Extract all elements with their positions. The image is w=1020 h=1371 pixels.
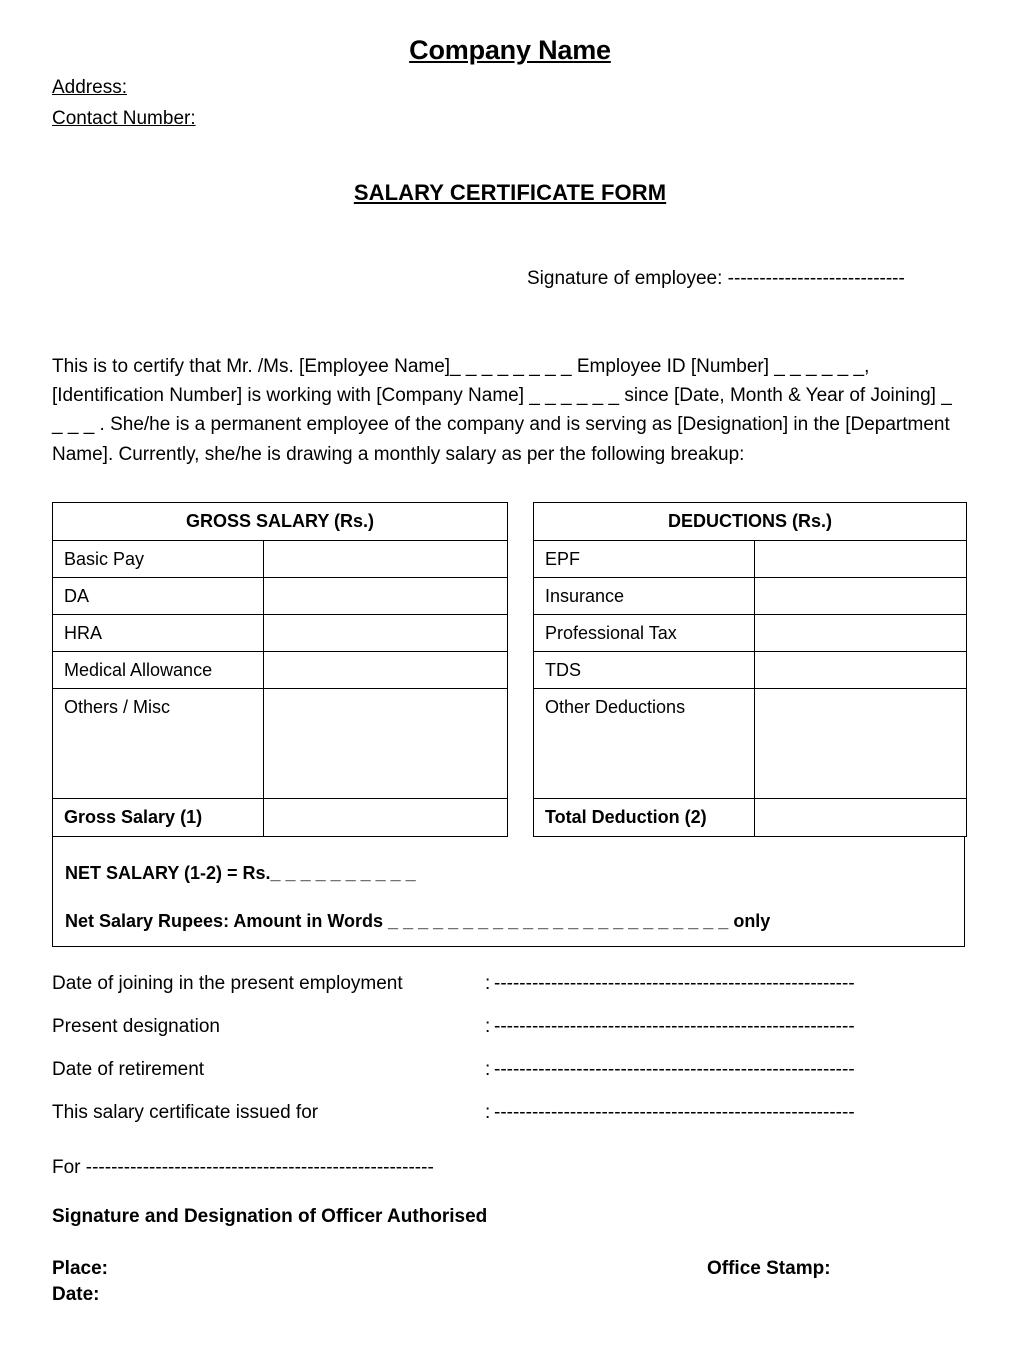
gross-row-value[interactable] <box>264 615 508 652</box>
address-label: Address: <box>52 77 127 99</box>
list-item <box>52 1102 1020 1125</box>
deduction-row-value[interactable] <box>755 578 967 615</box>
contact-number-label: Contact Number: <box>52 107 196 129</box>
company-name-text: Company Name <box>409 35 611 65</box>
gross-row-label: Basic Pay <box>53 541 264 578</box>
company-name-title <box>0 0 1020 66</box>
list-item <box>52 1016 1020 1039</box>
gross-salary-total-row <box>53 799 508 837</box>
list-item <box>52 973 1020 996</box>
authorised-officer-line: Signature and Designation of Officer Authorised <box>52 1205 488 1227</box>
deduction-row-label: Professional Tax <box>534 615 755 652</box>
table-row <box>53 652 508 689</box>
net-salary-box <box>52 837 965 947</box>
certification-paragraph: This is to certify that Mr. /Ms. [Employee Name]_ _ _ _ _ _ _ _ Employee ID [Number] _ _ _ _ _ _, [Identification Number] is working with [Company Name] _ _ _ _ _ _ since [Date, Month & Year of Joining] _ _ _ _ . She/he is a permanent employee of the company and is serving as [Designation] in the [Department Name]. Currently, she/he is drawing a monthly salary as per the following breakup: <box>52 355 952 465</box>
salary-breakup-tables <box>0 502 965 837</box>
list-item <box>52 1059 1020 1082</box>
gross-row-value[interactable] <box>264 652 508 689</box>
gross-row-value[interactable] <box>264 578 508 615</box>
gross-row-label: Medical Allowance <box>53 652 264 689</box>
address-line <box>52 73 1020 104</box>
deduction-row-value[interactable] <box>755 652 967 689</box>
detail-label: Present designation <box>52 1016 220 1038</box>
table-row <box>534 689 967 799</box>
gross-row-label: Others / Misc <box>53 689 264 799</box>
table-row <box>53 541 508 578</box>
table-row <box>53 689 508 799</box>
detail-blank-line[interactable]: --------------------------------------------------------- <box>494 973 855 995</box>
gross-salary-table <box>52 502 508 837</box>
gross-row-label: DA <box>53 578 264 615</box>
table-row <box>534 541 967 578</box>
table-row <box>53 578 508 615</box>
table-header-row <box>534 503 967 541</box>
place-label: Place: <box>52 1257 108 1279</box>
gross-salary-header: GROSS SALARY (Rs.) <box>53 503 508 541</box>
detail-blank-line[interactable]: --------------------------------------------------------- <box>494 1101 855 1123</box>
table-row <box>534 652 967 689</box>
detail-colon: : <box>485 1058 491 1080</box>
table-header-row <box>53 503 508 541</box>
total-deduction-value[interactable] <box>755 799 967 837</box>
detail-colon: : <box>485 1016 491 1038</box>
total-deduction-label: Total Deduction (2) <box>534 799 755 837</box>
office-stamp-label: Office Stamp: <box>707 1257 831 1279</box>
signature-of-employee-line: Signature of employee: ---------------------------- <box>527 267 905 289</box>
table-row <box>534 578 967 615</box>
deductions-header: DEDUCTIONS (Rs.) <box>534 503 967 541</box>
deduction-row-label: EPF <box>534 541 755 578</box>
place-stamp-row <box>52 1258 1020 1280</box>
gross-salary-total-label: Gross Salary (1) <box>53 799 264 837</box>
detail-colon: : <box>485 973 491 995</box>
contact-line <box>52 104 1020 135</box>
gross-row-value[interactable] <box>264 541 508 578</box>
deductions-table <box>533 502 967 837</box>
net-salary-words-line: Net Salary Rupees: Amount in Words _ _ _ _ _ _ _ _ _ _ _ _ _ _ _ _ _ _ _ _ _ _ _ only <box>65 911 771 932</box>
deduction-row-label: TDS <box>534 652 755 689</box>
net-salary-amount-line: NET SALARY (1-2) = Rs._ _ _ _ _ _ _ _ _ _ <box>65 863 416 884</box>
total-deduction-row <box>534 799 967 837</box>
gross-salary-total-value[interactable] <box>264 799 508 837</box>
detail-colon: : <box>485 1101 491 1123</box>
organisation-contact-block <box>52 73 1020 135</box>
detail-blank-line[interactable]: --------------------------------------------------------- <box>494 1016 855 1038</box>
deduction-row-value[interactable] <box>755 689 967 799</box>
deduction-row-value[interactable] <box>755 615 967 652</box>
detail-label: This salary certificate issued for <box>52 1101 319 1123</box>
employment-details-list <box>52 973 1020 1124</box>
gross-row-label: HRA <box>53 615 264 652</box>
table-row <box>534 615 967 652</box>
date-label: Date: <box>52 1283 100 1305</box>
detail-label: Date of retirement <box>52 1058 205 1080</box>
gross-row-value[interactable] <box>264 689 508 799</box>
form-title-text: SALARY CERTIFICATE FORM <box>353 179 667 205</box>
table-row <box>53 615 508 652</box>
for-line[interactable]: For ------------------------------------------------------- <box>52 1156 434 1178</box>
detail-blank-line[interactable]: --------------------------------------------------------- <box>494 1058 855 1080</box>
detail-label: Date of joining in the present employment <box>52 973 403 995</box>
deduction-row-label: Other Deductions <box>534 689 755 799</box>
deduction-row-value[interactable] <box>755 541 967 578</box>
deduction-row-label: Insurance <box>534 578 755 615</box>
form-title <box>0 135 1020 206</box>
